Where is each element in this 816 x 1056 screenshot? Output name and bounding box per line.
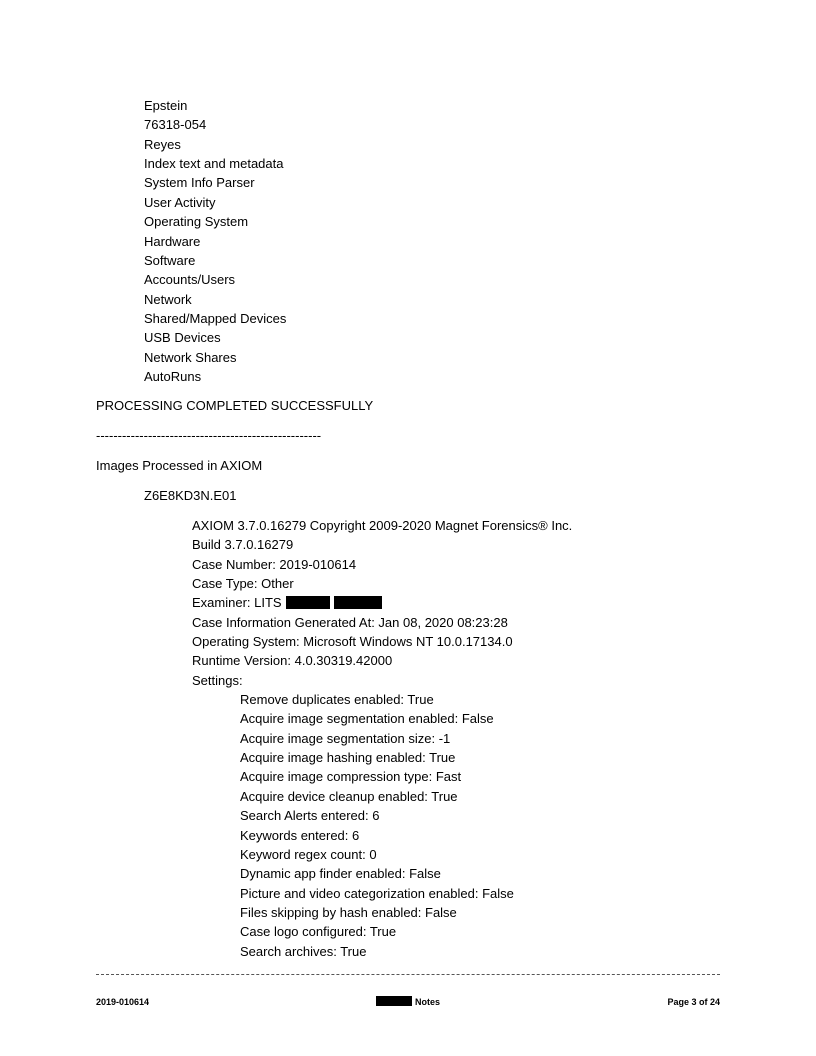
list-item: USB Devices: [144, 330, 221, 346]
image-name: Z6E8KD3N.E01: [144, 488, 237, 503]
list-item: Shared/Mapped Devices: [144, 310, 287, 326]
separator-line: ----------------------------------------------------: [96, 428, 322, 443]
footer-title: [376, 996, 440, 1008]
setting-item: Acquire device cleanup enabled: True: [240, 788, 458, 804]
setting-item: Keyword regex count: 0: [240, 846, 377, 862]
os-line: Operating System: Microsoft Windows NT 10.0.17134.0: [192, 634, 513, 649]
footer-divider: [96, 974, 720, 975]
footer-notes-label: Notes: [415, 997, 441, 1007]
list-item: User Activity: [144, 194, 216, 210]
runtime-line: Runtime Version: 4.0.30319.42000: [192, 653, 393, 668]
list-item: Operating System: [144, 214, 249, 230]
footer-page-number: Page 3 of 24: [667, 997, 720, 1007]
setting-item: Search archives: True: [240, 943, 367, 959]
list-item: Reyes: [144, 136, 181, 152]
setting-item: Acquire image segmentation size: -1: [240, 730, 451, 746]
setting-item: Search Alerts entered: 6: [240, 808, 380, 824]
settings-label: Settings:: [192, 673, 243, 688]
list-item: Hardware: [144, 233, 201, 249]
list-item: Software: [144, 252, 196, 268]
status-line: PROCESSING COMPLETED SUCCESSFULLY: [96, 398, 374, 413]
setting-item: Acquire image compression type: Fast: [240, 769, 462, 785]
redaction-block: [286, 596, 330, 609]
setting-item: Picture and video categorization enabled: False: [240, 885, 514, 901]
setting-item: Keywords entered: 6: [240, 827, 360, 843]
section-title: Images Processed in AXIOM: [96, 458, 263, 473]
setting-item: Acquire image segmentation enabled: False: [240, 711, 494, 727]
list-item: Accounts/Users: [144, 272, 236, 288]
case-type-line: Case Type: Other: [192, 576, 294, 591]
list-item: Epstein: [144, 98, 188, 113]
list-item: Index text and metadata: [144, 156, 284, 172]
setting-item: Files skipping by hash enabled: False: [240, 904, 457, 920]
setting-item: Remove duplicates enabled: True: [240, 692, 434, 707]
build-line: Build 3.7.0.16279: [192, 537, 294, 552]
examiner-label: Examiner: LITS: [192, 595, 282, 610]
case-number-line: Case Number: 2019-010614: [192, 557, 357, 572]
list-item: Network: [144, 291, 192, 307]
list-item: 76318-054: [144, 117, 207, 133]
examiner-line: [192, 595, 382, 611]
footer-case-id: 2019-010614: [96, 997, 150, 1007]
list-item: System Info Parser: [144, 175, 255, 191]
setting-item: Dynamic app finder enabled: False: [240, 866, 441, 882]
generated-at-line: Case Information Generated At: Jan 08, 2020 08:23:28: [192, 615, 508, 630]
redaction-block: [376, 996, 412, 1006]
list-item: AutoRuns: [144, 369, 202, 385]
copyright-line: AXIOM 3.7.0.16279 Copyright 2009-2020 Magnet Forensics® Inc.: [192, 518, 573, 533]
setting-item: Case logo configured: True: [240, 924, 397, 940]
redaction-block: [334, 596, 382, 609]
setting-item: Acquire image hashing enabled: True: [240, 750, 456, 766]
list-item: Network Shares: [144, 349, 237, 365]
